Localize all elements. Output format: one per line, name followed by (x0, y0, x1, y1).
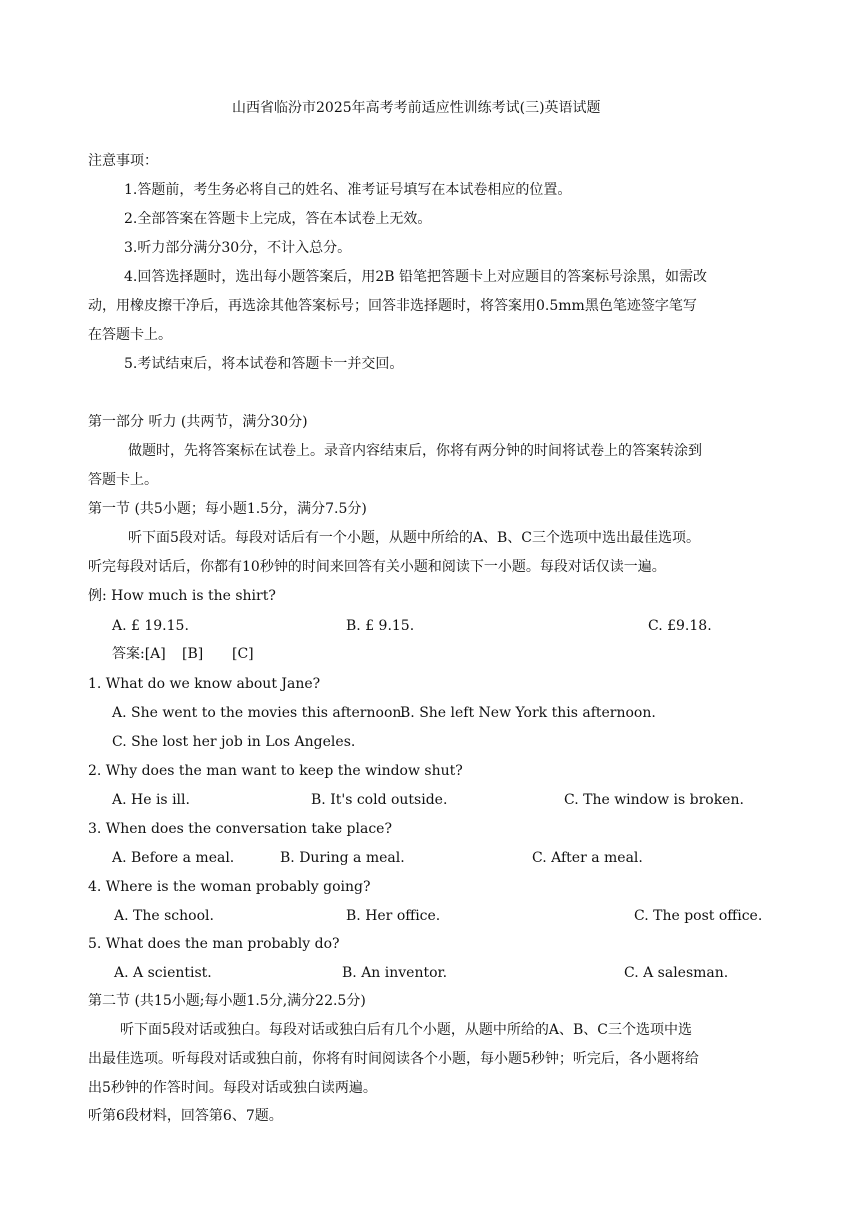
question-2-option-c: C. The window is broken. (564, 792, 744, 808)
section2-intro-line-3: 出5秒钟的作答时间。每段对话或独白读两遍。 (88, 1080, 377, 1096)
part1-intro-line-2: 答题卡上。 (88, 472, 158, 488)
question-1-option-a: A. She went to the movies this afternoon. (112, 705, 406, 721)
question-2-option-b: B. It's cold outside. (311, 792, 448, 808)
question-1-option-b: B. She left New York this afternoon. (400, 705, 656, 721)
example-option-a: A. £ 19.15. (112, 618, 189, 634)
notice-item-5: 5.考试结束后，将本试卷和答题卡一并交回。 (124, 356, 404, 372)
question-4: 4. Where is the woman probably going? (88, 879, 371, 895)
material-6-instruction: 听第6段材料，回答第6、7题。 (88, 1108, 283, 1124)
question-3-option-b: B. During a meal. (280, 850, 405, 866)
section2-heading: 第二节 (共15小题;每小题1.5分,满分22.5分) (88, 993, 366, 1009)
example-question: 例: How much is the shirt? (88, 588, 276, 604)
section1-heading: 第一节 (共5小题；每小题1.5分，满分7.5分) (88, 501, 367, 517)
notice-item-4-line-2: 动，用橡皮擦干净后，再选涂其他答案标号；回答非选择题时，将答案用0.5mm黑色笔迹签字笔写 (88, 298, 697, 314)
question-3: 3. When does the conversation take place? (88, 821, 392, 837)
notice-item-4-line-3: 在答题卡上。 (88, 327, 172, 343)
example-option-c: C. £9.18. (648, 618, 712, 634)
question-1-option-c: C. She lost her job in Los Angeles. (112, 734, 356, 750)
example-answer-b: [B] (182, 646, 204, 662)
example-answer-a: 答案:[A] (112, 646, 166, 662)
question-2: 2. Why does the man want to keep the window shut? (88, 763, 463, 779)
question-3-option-a: A. Before a meal. (112, 850, 235, 866)
example-answer-c: [C] (232, 646, 254, 662)
part1-heading: 第一部分 听力 (共两节，满分30分) (88, 414, 308, 430)
notice-item-1: 1.答题前，考生务必将自己的姓名、准考证号填写在本试卷相应的位置。 (124, 182, 572, 198)
question-4-option-a: A. The school. (114, 908, 214, 924)
page-title: 山西省临汾市2025年高考考前适应性训练考试(三)英语试题 (232, 100, 601, 116)
question-5-option-c: C. A salesman. (624, 965, 729, 981)
part1-intro-line-1: 做题时，先将答案标在试卷上。录音内容结束后，你将有两分钟的时间将试卷上的答案转涂到 (128, 443, 702, 459)
example-option-b: B. £ 9.15. (346, 618, 415, 634)
section2-intro-line-2: 出最佳选项。听每段对话或独白前，你将有时间阅读各个小题，每小题5秒钟；听完后，各小题将给 (88, 1051, 699, 1067)
section2-intro-line-1: 听下面5段对话或独白。每段对话或独白后有几个小题，从题中所给的A、B、C三个选项中选 (120, 1022, 693, 1038)
question-1: 1. What do we know about Jane? (88, 676, 321, 692)
question-5: 5. What does the man probably do? (88, 936, 340, 952)
question-5-option-a: A. A scientist. (114, 965, 212, 981)
section1-intro-line-2: 听完每段对话后，你都有10秒钟的时间来回答有关小题和阅读下一小题。每段对话仅读一遍。 (88, 559, 666, 575)
question-4-option-c: C. The post office. (634, 908, 763, 924)
notice-item-4-line-1: 4.回答选择题时，选出每小题答案后，用2B 铅笔把答题卡上对应题目的答案标号涂黑，如需改 (124, 269, 708, 285)
question-4-option-b: B. Her office. (346, 908, 441, 924)
notice-item-2: 2.全部答案在答题卡上完成，答在本试卷上无效。 (124, 211, 432, 227)
question-3-option-c: C. After a meal. (532, 850, 643, 866)
notice-item-3: 3.听力部分满分30分，不计入总分。 (124, 240, 352, 256)
notice-heading: 注意事项： (88, 153, 158, 169)
section1-intro-line-1: 听下面5段对话。每段对话后有一个小题，从题中所给的A、B、C三个选项中选出最佳选项。 (128, 530, 701, 546)
question-5-option-b: B. An inventor. (342, 965, 448, 981)
question-2-option-a: A. He is ill. (112, 792, 190, 808)
